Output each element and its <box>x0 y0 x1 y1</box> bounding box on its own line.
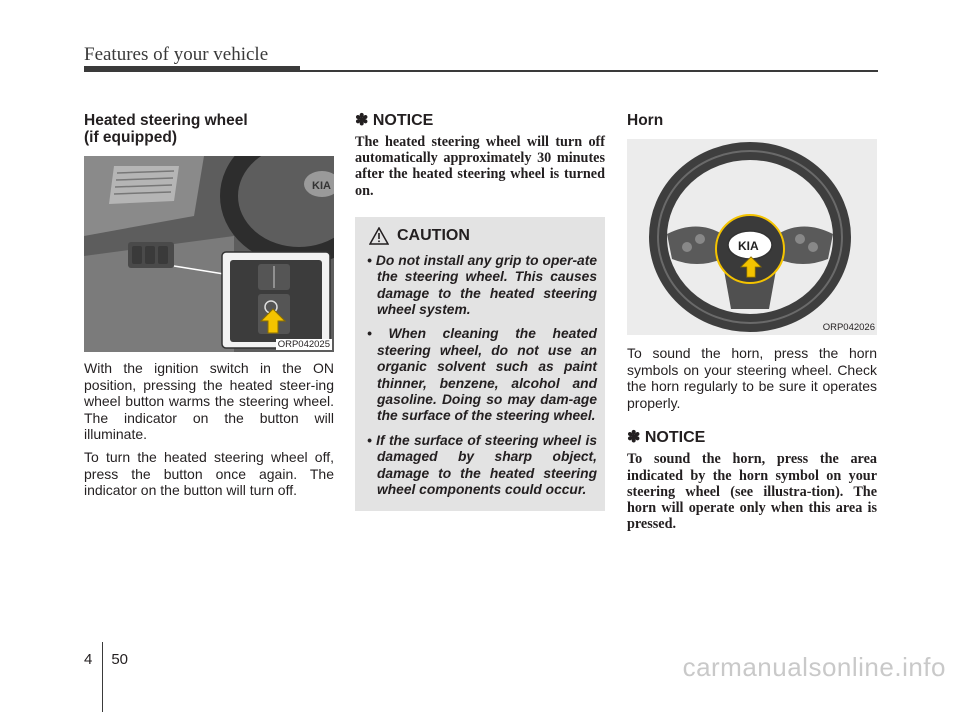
up-arrow-icon <box>740 255 762 279</box>
heated-steering-button-figure <box>84 156 334 352</box>
caution-list <box>363 253 597 499</box>
figure-code: ORP042026 <box>822 322 875 333</box>
caution-item: • Do not install any grip to oper-ate the steering wheel. This causes damage to the heated steering wheel system. <box>367 252 597 318</box>
caution-item: • When cleaning the heated steering wheel, do not use an organic solvent such as paint thinner, benzene, alcohol and gasoline. Doing so may dam-age the surface of the steering wheel. <box>367 326 597 424</box>
paragraph-heated-off: To turn the heated steering wheel off, press the button once again. The indicator on the button will turn off. <box>84 448 334 499</box>
watermark: carmanualsonline.info <box>682 652 946 682</box>
notice-text: To sound the horn, press the area indicated by the horn symbol on your steering wheel (see illustra-tion). The horn will operate only when this area is pressed. <box>627 451 877 533</box>
caution-title: CAUTION <box>397 226 470 244</box>
notice-title: ✽ NOTICE <box>627 429 706 447</box>
caution-header <box>369 227 597 245</box>
chapter-number: 4 <box>84 650 93 668</box>
horn-steering-wheel-figure <box>627 139 877 335</box>
caution-item: • If the surface of steering wheel is damaged by sharp object, damage to the heated steering wheel components could occur. <box>367 432 597 498</box>
section-heading-heated-steering <box>84 112 334 146</box>
steering-wheel-illustration <box>627 139 877 335</box>
paragraph-heated-on: With the ignition switch in the ON position, pressing the heated steer-ing wheel button warms the steering wheel. The indicator on the button will illuminate. <box>84 360 334 443</box>
section-heading-horn: Horn <box>627 112 664 129</box>
header-rule-thin <box>300 70 878 72</box>
caution-box <box>355 217 605 511</box>
figure-code: ORP042025 <box>277 339 330 350</box>
heading-line-2: (if equipped) <box>84 129 177 146</box>
page-number-block <box>84 624 128 694</box>
svg-text:KIA: KIA <box>312 180 331 192</box>
header-rule-thick <box>84 66 300 72</box>
notice-text: The heated steering wheel will turn off automatically approximately 30 minutes after the heated steering wheel is turned on. <box>355 134 605 199</box>
column-horn <box>627 112 877 532</box>
page-number-separator <box>102 642 103 712</box>
page-number: 50 <box>111 650 129 668</box>
dashboard-illustration <box>84 156 334 352</box>
page-header-title: Features of your vehicle <box>84 44 269 65</box>
warning-triangle-icon <box>369 227 389 245</box>
heading-line-1: Heated steering wheel <box>84 112 248 129</box>
column-notice-caution <box>355 112 605 511</box>
column-heated-steering <box>84 112 334 505</box>
up-arrow-icon <box>260 308 286 334</box>
svg-text:KIA: KIA <box>738 239 759 253</box>
notice-title: ✽ NOTICE <box>355 112 434 129</box>
paragraph-horn: To sound the horn, press the horn symbols on your steering wheel. Check the horn regularly to be sure it operates properly. <box>627 345 877 411</box>
